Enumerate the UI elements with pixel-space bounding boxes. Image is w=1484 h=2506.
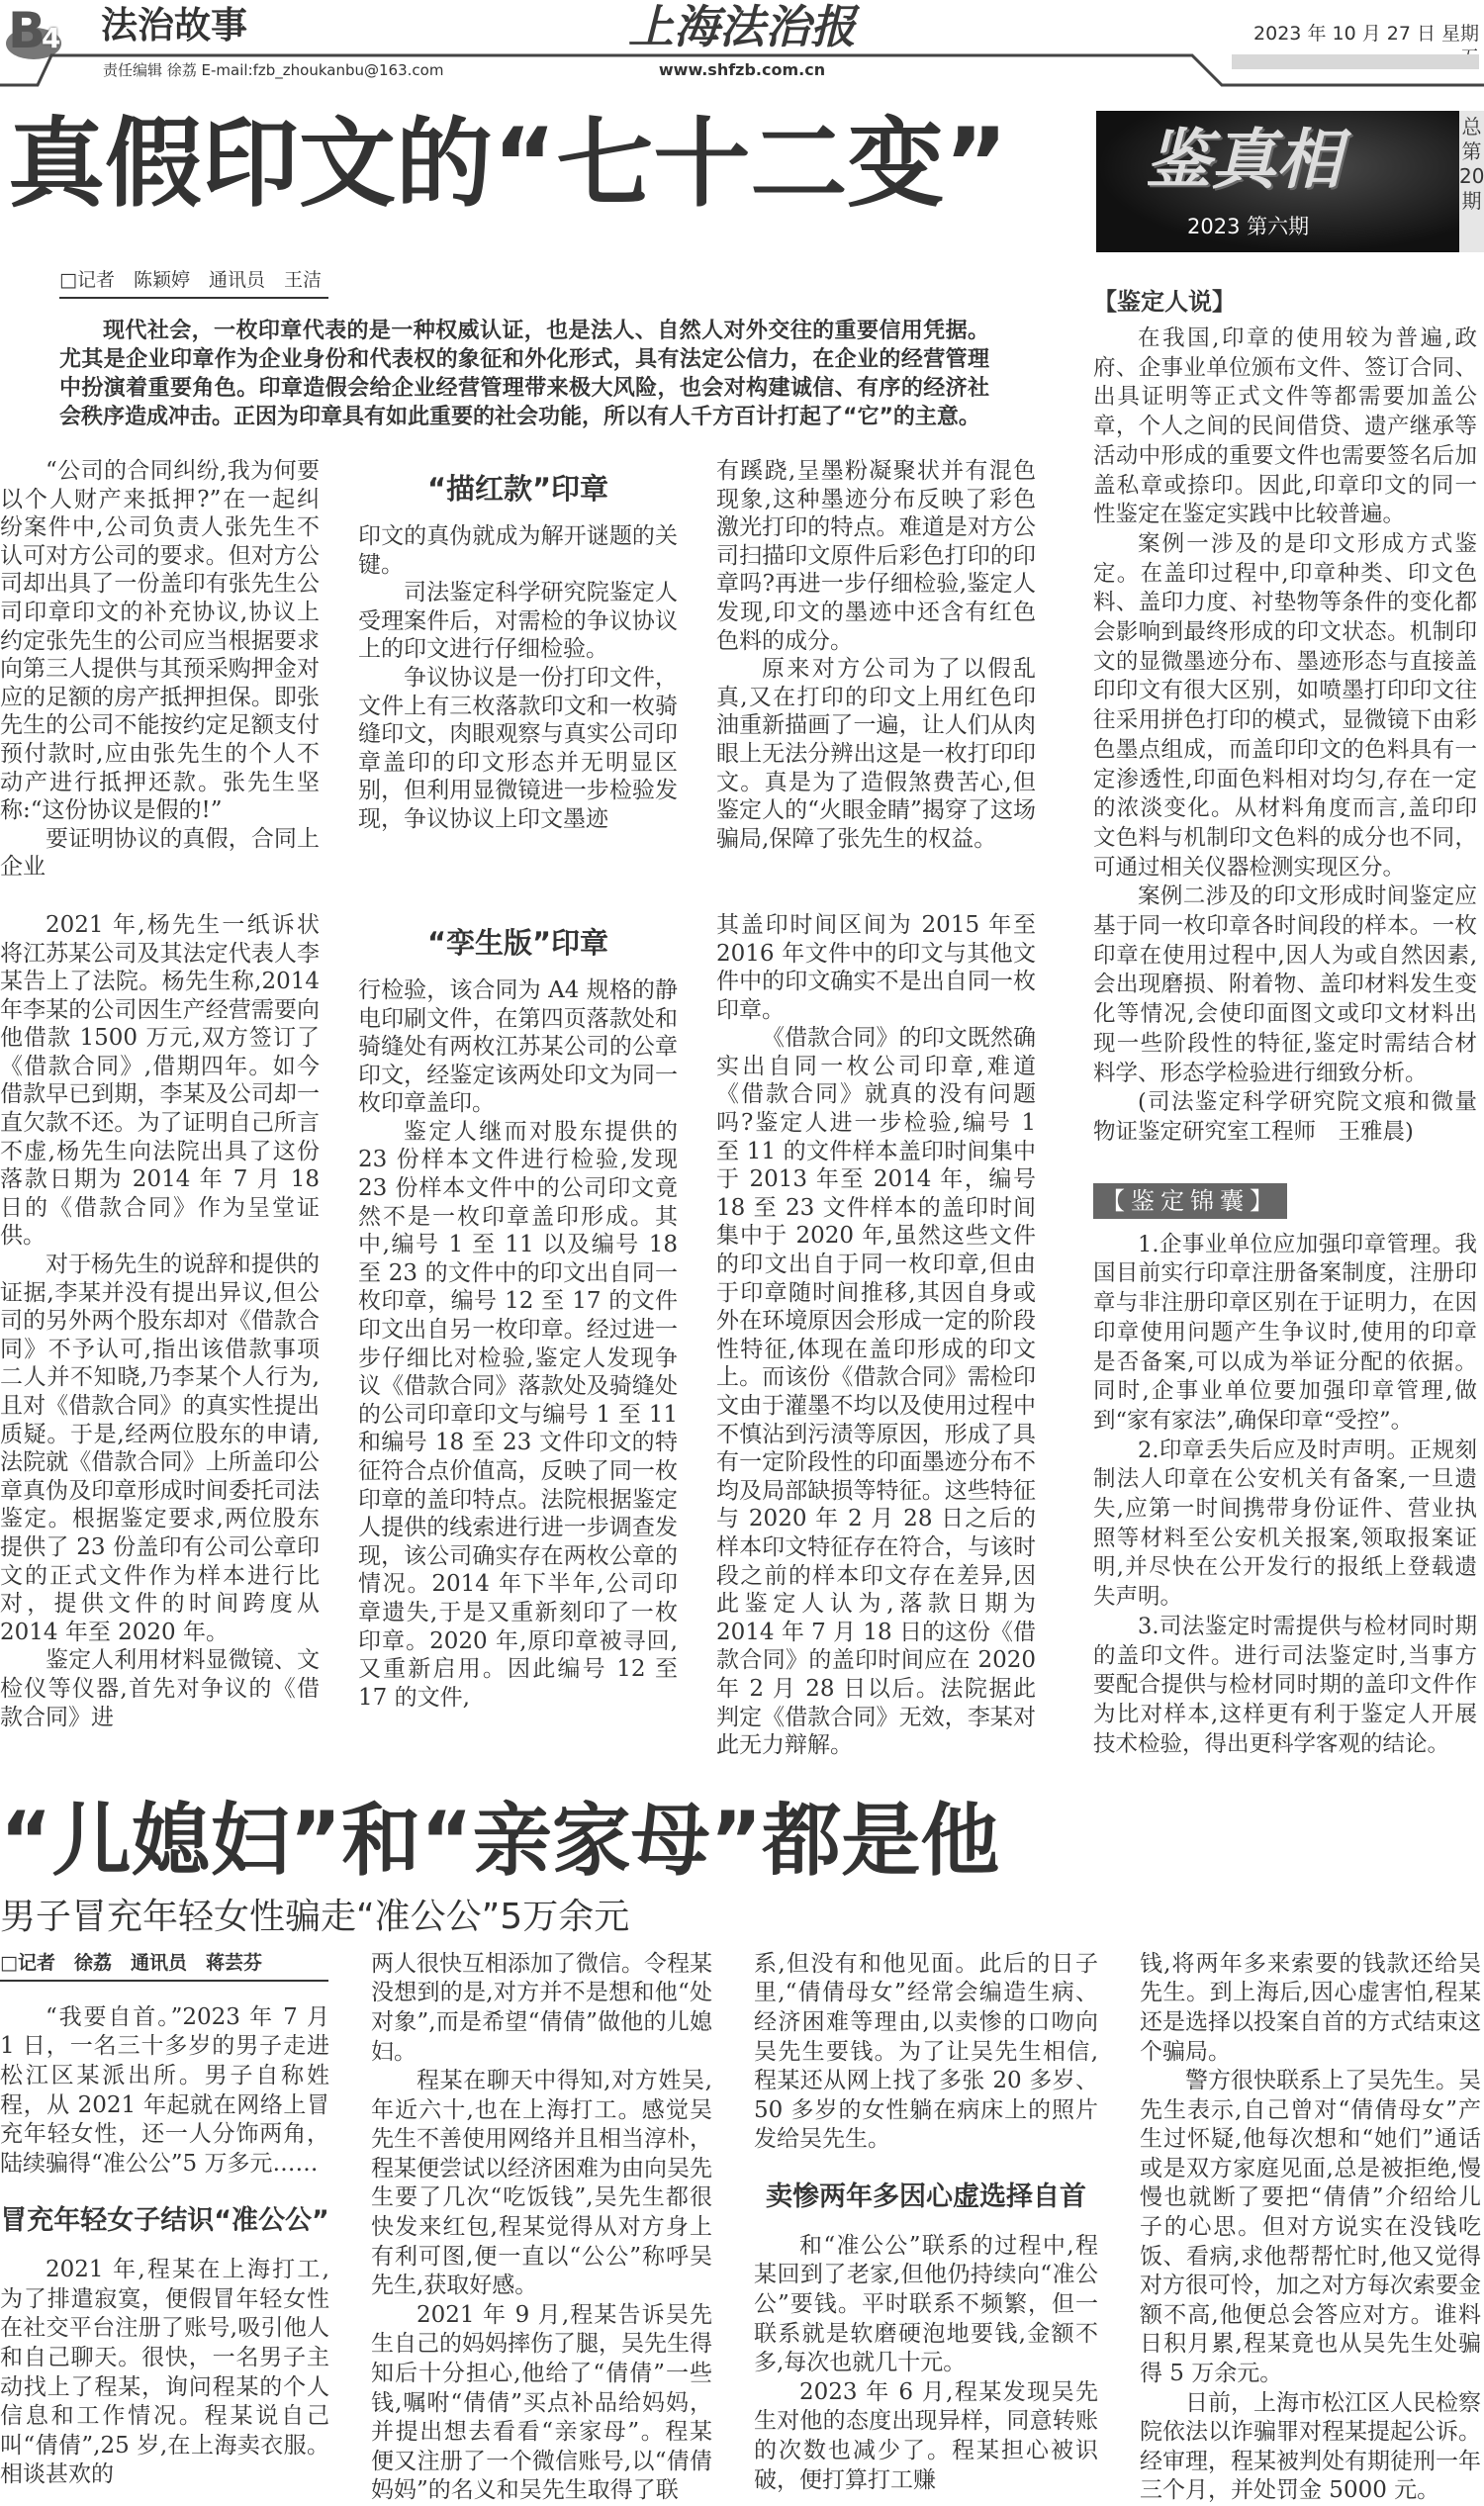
section1-column-2 [358, 522, 678, 834]
page-letter: B [8, 2, 46, 59]
paragraph: 行检验，该合同为 A4 规格的静电印刷文件，在第四页落款处和骑缝处有两枚江苏某公司的公章印文，经鉴定该两处印文为同一枚印章盖印。 [358, 976, 678, 1117]
article2-column-1a [0, 2003, 329, 2180]
paragraph: 《借款合同》的印文既然确实出自同一枚公司印章,难道《借款合同》就真的没有问题吗?鉴定人进一步检验,编号 1 至 11 的文件样本盖印时间集中于 2013 年至 2014 年，编号 18 至 23 文件样本的盖印时间集中于 2020 年,虽然这些文件的印文出自于同一枚印章,但由于印章随时间推移,其因自身或外在环境原因会形成一定的阶段性特征,体现在盖印形成的印文上。而该份《借款合同》需检印文由于灌墨不均以及使用过程中不慎沾到污渍等原因，形成了具有一定阶段性的印面墨迹分布不均及局部缺损等特征。这些特征与 2020 年 2 月 28 日之后的样本印文特征存在符合，与该时段之前的样本印文存在差异,因此鉴定人认为,落款日期为 2014 年 7 月 18 日的这份《借款合同》的盖印时间应在 2020 年 2 月 28 日以后。法院据此判定《借款合同》无效，李某对此无力辩解。 [716, 1025, 1036, 1759]
article2-subtitle: 男子冒充年轻女性骗走“准公公”5万余元 [0, 1896, 630, 1937]
sidebar-heading-expert: 【鉴定人说】 [1093, 287, 1236, 316]
paragraph: 有蹊跷,呈墨粉凝聚状并有混色现象,这种墨迹分布反映了彩色激光打印的特点。难道是对方公司扫描印文原件后彩色打印的印章吗?再进一步仔细检验,鉴定人发现,印文的墨迹中还含有红色色料的成分。 [716, 458, 1036, 654]
paragraph: 2021 年 9 月,程某告诉吴先生自己的妈妈摔伤了腿，吴先生得知后十分担心,他给了“倩倩”一些钱,嘱咐“倩倩”买点补品给妈妈，并提出想去看看“亲家母”。程某便又注册了一个微信账号,以“倩倩妈妈”的名义和吴先生取得了联 [371, 2301, 712, 2504]
paragraph: 2021 年,杨先生一纸诉状将江苏某公司及其法定代表人李某告上了法院。杨先生称,2014 年李某的公司因生产经营需要向他借款 1500 万元,双方签订了《借款合同》,借期四年。如今借款早已到期，李某及公司却一直欠款不还。为了证明自己所言不虚,杨先生向法院出具了这份落款日期为 2014 年 7 月 18 日的《借款合同》作为呈堂证供。 [0, 911, 320, 1250]
paragraph: 警方很快联系上了吴先生。吴先生表示,自己曾对“倩倩母女”产生过怀疑,他每次想和“她们”通话或是双方家庭见面,总是被拒绝,慢慢也就断了要把“倩倩”介绍给儿子的心思。但对方说实在没钱吃饭、看病,求他帮帮忙时,他又觉得对方很可怜，加之对方每次索要金额不高,他便总会答应对方。谁料日积月累,程某竟也从吴先生处骗得 5 万余元。 [1140, 2068, 1481, 2387]
article2-column-1b [0, 2256, 329, 2490]
total-issue: 总第20期 [1459, 111, 1484, 252]
article2-subheading-1: 冒充年轻女子结识“准公公” [0, 2205, 329, 2237]
section2-heading: “孪生版”印章 [426, 925, 609, 960]
section1 [0, 457, 1037, 882]
editor-line: 责任编辑 徐荔 E-mail:fzb_zhoukanbu@163.com [103, 61, 444, 79]
paragraph: 日前，上海市松江区人民检察院依法以诈骗罪对程某提起公诉。经审理，程某被判处有期徒刑一年三个月，并处罚金 5000 元。 [1140, 2389, 1481, 2504]
paragraph: 1.企事业单位应加强印章管理。我国目前实行印章注册备案制度，注册印章与非注册印章区别在于证明力，在因印章使用问题产生争议时,使用的印章是否备案,可以成为举证分配的依据。同时,企事业单位要加强印章管理,做到“家有家法”,确保印章“受控”。 [1093, 1231, 1477, 1434]
article2-column-2 [371, 1950, 712, 2506]
paragraph: 和“准公公”联系的过程中,程某回到了老家,但他仍持续向“准公公”要钱。平时联系不频繁，但一联系就是软磨硬泡地要钱,金额不多,每次也就几十元。 [754, 2232, 1098, 2376]
article2-subheading-2: 卖惨两年多因心虚选择自首 [766, 2181, 1086, 2212]
paragraph: 2.印章丢失后应及时声明。正规刻制法人印章在公安机关有备案,一旦遗失,应第一时间携带身份证件、营业执照等材料至公安机关报案,领取报案证明,并尽快在公开发行的报纸上登载遗失声明。 [1093, 1437, 1477, 1611]
section2-column-2 [358, 976, 678, 1712]
section2-column-1 [0, 911, 320, 1760]
page-number: 4 [42, 22, 61, 54]
paragraph: 系,但没有和他见面。此后的日子里,“倩倩母女”经常会编造生病、经济困难等理由,以卖惨的口吻向吴先生要钱。为了让吴先生相信,程某还从网上找了多张 20 多岁、50 多岁的女性躺在病床上的照片发给吴先生。 [754, 1950, 1098, 2153]
paragraph: 两人很快互相添加了微信。令程某没想到的是,对方并不是想和他“处对象”,而是希望“倩倩”做他的儿媳妇。 [371, 1950, 712, 2065]
article2 [0, 1794, 1484, 2506]
article1-byline: □记者 陈颖婷 通讯员 王洁 [59, 269, 322, 291]
paragraph: 程某在聊天中得知,对方姓吴,年近六十,也在上海打工。感觉吴先生不善使用网络并且相当淳朴，程某便尝试以经济困难为由向吴先生要了几次“吃饭钱”,吴先生都很快发来红包,程某觉得从对方身上有利可图,便一直以“公公”称呼吴先生,获取好感。 [371, 2068, 712, 2299]
article2-headline: “儿媳妇”和“亲家母”都是他 [0, 1794, 1000, 1887]
paragraph: 鉴定人利用材料显微镜、文检仪等仪器,首先对争议的《借款合同》进 [0, 1647, 320, 1730]
article2-column-4 [1140, 1950, 1481, 2506]
paragraph: (司法鉴定科学研究院文痕和微量物证鉴定研究室工程师 王雅晨) [1093, 1089, 1477, 1145]
paragraph: 印文的真伪就成为解开谜题的关键。 [358, 523, 678, 578]
paragraph: 对于杨先生的说辞和提供的证据,李某并没有提出异议,但公司的另外两个股东却对《借款合同》不予认可,指出该借款事项二人并不知晓,乃李某个人行为,且对《借款合同》的真实性提出质疑。于是,经两位股东的申请,法院就《借款合同》上所盖印公章真伪及印章形成时间委托司法鉴定。根据鉴定要求,两位股东提供了 23 份盖印有公司公章印文的正式文件作为样本进行比对，提供文件的时间跨度从 2014 年至 2020 年。 [0, 1252, 320, 1645]
paragraph: 2023 年 6 月,程某发现吴先生对他的态度出现异样，同意转账的次数也减少了。程某担心被识破，便打算打工赚 [754, 2378, 1098, 2493]
sidebar-tips-text [1093, 1231, 1477, 1760]
section1-column-1 [0, 457, 320, 882]
article2-column-3b [754, 2232, 1098, 2495]
paragraph: 司法鉴定科学研究院鉴定人受理案件后，对需检的争议协议上的印文进行仔细检验。 [358, 580, 678, 663]
banner-issue: 2023 第六期 [1187, 215, 1310, 238]
article1-headline: 真假印文的“七十二变” [8, 108, 1008, 221]
section-title: 法治故事 [101, 4, 247, 46]
byline-rule [59, 267, 328, 299]
section1-heading: “描红款”印章 [426, 472, 609, 506]
paragraph: 钱,将两年多来索要的钱款还给吴先生。到上海后,因心虚害怕,程某还是选择以投案自首的方式结束这个骗局。 [1140, 1950, 1481, 2065]
sidebar [1093, 267, 1477, 1759]
sidebar-expert-text [1093, 325, 1477, 1148]
column-banner [1096, 111, 1459, 252]
paragraph: 原来对方公司为了以假乱真,又在打印的印文上用红色印油重新描画了一遍，让人们从肉眼上无法分辨出这是一枚打印印文。真是为了造假煞费苦心,但鉴定人的“火眼金睛”揭穿了这场骗局,保障了张先生的权益。 [716, 656, 1036, 852]
section1-column-3 [716, 457, 1036, 882]
paragraph: 其盖印时间区间为 2015 年至 2016 年文件中的印文与其他文件中的印文确实不是出自同一枚印章。 [716, 911, 1036, 1023]
section2-column-3 [716, 911, 1036, 1760]
website-link[interactable]: www.shfzb.com.cn [658, 60, 826, 79]
paragraph: 要证明协议的真假，合同上企业 [0, 825, 320, 881]
article2-column-3a [754, 1950, 1098, 2155]
sidebar-heading-tips: 【鉴定锦囊】 [1093, 1183, 1287, 1219]
newspaper-masthead: 上海法治报 [628, 0, 856, 53]
article2-byline: □记者 徐荔 通讯员 蒋芸芬 [0, 1950, 328, 1982]
article1-lead: 现代社会，一枚印章代表的是一种权威认证，也是法人、自然人对外交往的重要信用凭据。尤其是企业印章作为企业身份和代表权的象征和外化形式，具有法定公信力，在企业的经营管理中扮演着重要角色。印章造假会给企业经营管理带来极大风险，也会对构建诚信、有序的经济社会秩序造成冲击。正因为印章具有如此重要的社会功能，所以有人千方百计打起了“它”的主意。 [59, 319, 989, 429]
paragraph: 在我国,印章的使用较为普遍,政府、企事业单位颁布文件、签订合同、出具证明等正式文件等都需要加盖公章，个人之间的民间借贷、遗产继承等活动中形成的重要文件也需要签名后加盖私章或捺印。因此,印章印文的同一性鉴定在鉴定实践中比较普遍。 [1093, 325, 1477, 528]
paragraph: 2021 年,程某在上海打工,为了排遣寂寞，便假冒年轻女性在社交平台注册了账号,吸引他人和自己聊天。很快，一名男子主动找上了程某，询问程某的个人信息和工作情况。程某说自己叫“倩倩”,25 岁,在上海卖衣服。相谈甚欢的 [0, 2257, 329, 2488]
issue-date: 2023 年 10 月 27 日 星期 [1253, 23, 1479, 45]
paragraph: 鉴定人继而对股东提供的 23 份样本文件进行检验,发现 23 份样本文件中的公司印文竟然不是一枚印章盖印形成。其中,编号 1 至 11 以及编号 18 至 23 的文件中的印文出自同一枚印章，编号 12 至 17 的文件印文出自另一枚印章。经过进一步仔细比对检验,鉴定人发现争议《借款合同》落款处及骑缝处的公司印章印文与编号 1 至 11 和编号 18 至 23 文件印文的特征符合点价值高，反映了同一枚印章的盖印特点。法院根据鉴定人提供的线索进行进一步调查发现，该公司确实存在两枚公章的情况。2014 年下半年,公司印章遗失,于是又重新刻印了一枚印章。2020 年,原印章被寻回,又重新启用。因此编号 12 至 17 的文件, [358, 1118, 678, 1711]
paragraph: 案例二涉及的印文形成时间鉴定应基于同一枚印章各时间段的样本。一枚印章在使用过程中,因人为或自然因素,会出现磨损、附着物、盖印材料发生变化等情况,会使印面图文或印文材料出现一些阶段性的特征,鉴定时需结合材料学、形态学检验进行细致分析。 [1093, 883, 1477, 1086]
paragraph: 争议协议是一份打印文件，文件上有三枚落款印文和一枚骑缝印文，肉眼观察与真实公司印章盖印的印文形态并无明显区别，但利用显微镜进一步检验发现，争议协议上印文墨迹 [358, 664, 678, 832]
paragraph: 案例一涉及的是印文形成方式鉴定。在盖印过程中,印章种类、印文色料、盖印力度、衬垫物等条件的变化都会影响到最终形成的印文状态。机制印文的显微墨迹分布、墨迹形态与直接盖印印文有很大区别，如喷墨打印印文往往采用拼色打印的模式，显微镜下由彩色墨点组成，而盖印印文的色料具有一定渗透性,印面色料相对均匀,存在一定的浓淡变化。从材料角度而言,盖印印文色料与机制印文色料的成分也不同，可通过相关仪器检测实现区分。 [1093, 530, 1477, 881]
paragraph: “公司的合同纠纷,我为何要以个人财产来抵押?”在一起纠纷案件中,公司负责人张先生不认可对方公司的要求。但对方公司却出具了一份盖印有张先生公司印章印文的补充协议,协议上约定张先生的公司应当根据要求向第三人提供与其预采购押金对应的足额的房产抵押担保。即张先生的公司不能按约定足额支付预付款时,应由张先生的个人不动产进行抵押还款。张先生坚称:“这份协议是假的!” [0, 458, 320, 824]
banner-logo: 鉴真相 [1146, 122, 1342, 198]
paragraph: “我要自首。”2023 年 7 月 1 日，一名三十多岁的男子走进松江区某派出所。男子自称姓程，从 2021 年起就在网络上冒充年轻女性，还一人分饰两角，陆续骗得“准公公”5 万多元…… [0, 2003, 329, 2177]
paragraph: 3.司法鉴定时需提供与检材同时期的盖印文件。进行司法鉴定时,当事方要配合提供与检材同时期的盖印文件作为比对样本,这样更有利于鉴定人开展技术检验，得出更科学客观的结论。 [1093, 1613, 1477, 1757]
section2 [0, 911, 1037, 1760]
